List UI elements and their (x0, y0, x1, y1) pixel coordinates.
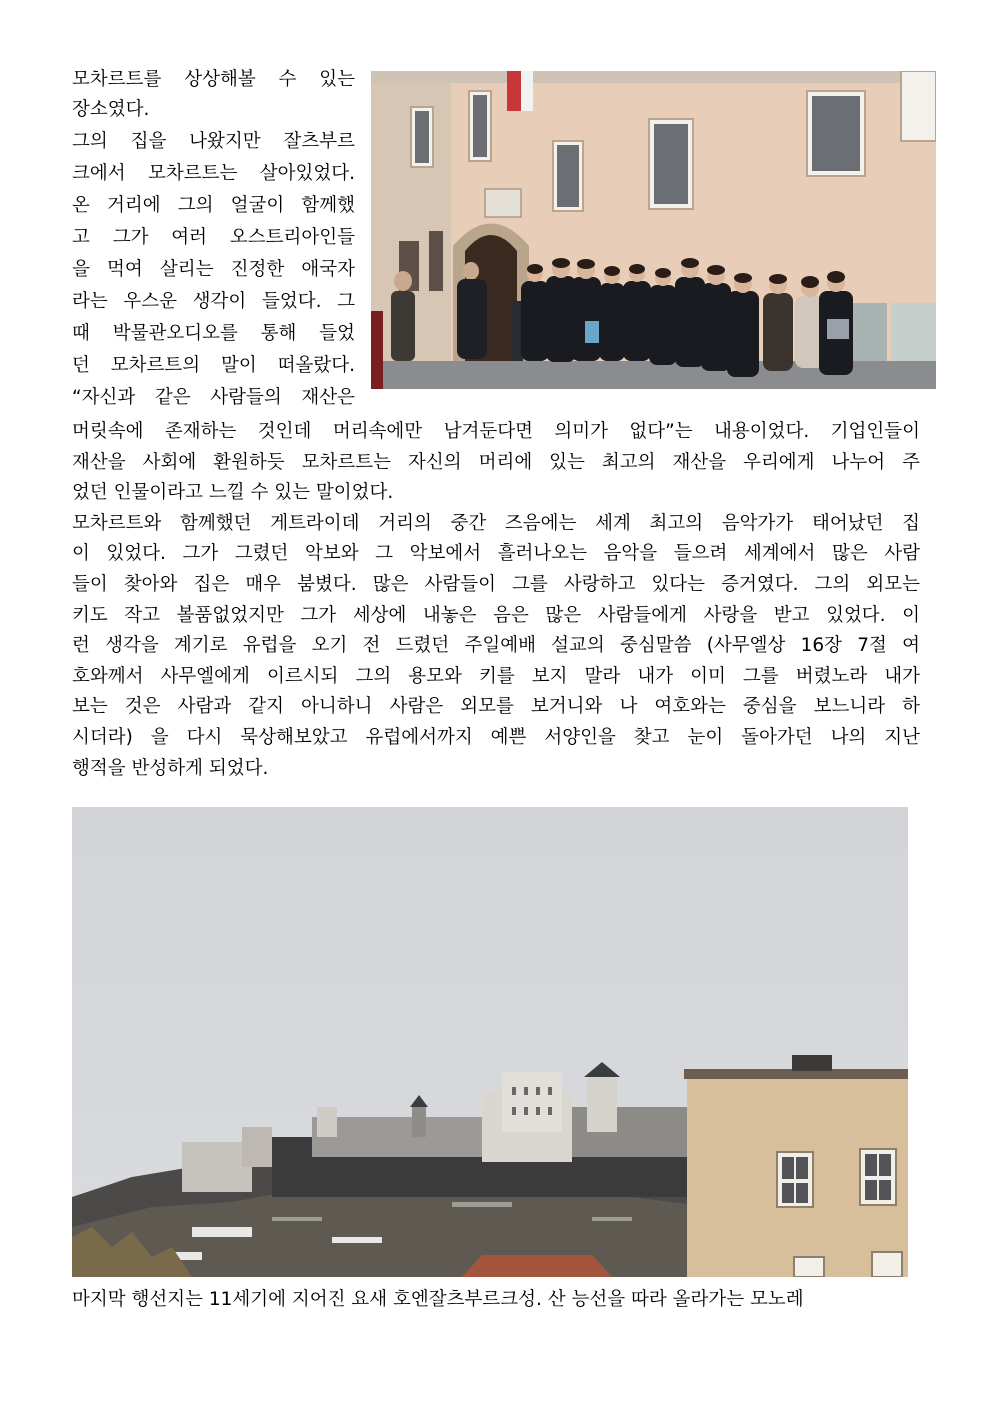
left-text-line: 모차르트를 상상해볼 수 있는 (72, 69, 355, 90)
paragraph-line: 보는 것은 사람과 같지 아니하니 사람은 외모를 보거니와 나 여호와는 중심을 보느니라 하 (72, 696, 920, 718)
left-text-line: 라는 우스운 생각이 들었다. 그 (72, 291, 355, 312)
left-text-line: 크에서 모차르트는 살아있었다. (72, 163, 355, 184)
left-text-line: 고 그가 여러 오스트리아인들 (72, 227, 355, 248)
left-text-line: 을 먹여 살리는 진정한 애국자 (72, 259, 355, 280)
paragraph-line: 들이 찾아와 집은 매우 붐볐다. 많은 사람들이 그를 사랑하고 있다는 증거였다. 그의 외모는 (72, 574, 920, 595)
paragraph-line: 머릿속에 존재하는 것인데 머리속에만 남겨둔다면 의미가 없다”는 내용이었다. 기업인들이 (72, 421, 920, 442)
left-text-line: 온 거리에 그의 얼굴이 함께했 (72, 195, 355, 216)
left-text-line: 그의 집을 나왔지만 잘츠부르 (72, 131, 355, 152)
bottom-paragraph-line: 마지막 행선지는 11세기에 지어진 요새 호엔잘츠부르크성. 산 능선을 따라 올라가는 모노레 (72, 1289, 804, 1310)
left-text-line: 던 모차르트의 말이 떠올랐다. (72, 355, 355, 376)
paragraph-line: 런 생각을 계기로 유럽을 오기 전 드렸던 주일예배 설교의 중심말씀 (사무엘상 16장 7절 여 (72, 635, 920, 657)
paragraph-line: 시더라) 을 다시 묵상해보았고 유럽에서까지 예쁜 서양인을 찾고 눈이 돌아가던 나의 지난 (72, 727, 920, 748)
left-text-line: 장소였다. (72, 99, 150, 120)
paragraph-line: 키도 작고 볼품없었지만 그가 세상에 내놓은 음은 많은 사람들에게 사랑을 받고 있었다. 이 (72, 604, 920, 626)
paragraph-line: 이 있었다. 그가 그렸던 악보와 그 악보에서 흘러나오는 음악을 들으려 세계에서 많은 사람 (72, 543, 920, 565)
left-text-line: 때 박물관오디오를 통해 들었 (72, 323, 355, 344)
left-text-line: “자신과 같은 사람들의 재산은 (72, 387, 355, 408)
paragraph-line: 재산을 사회에 환원하듯 모차르트는 자신의 머리에 있는 최고의 재산을 우리에게 나누어 주 (72, 451, 920, 473)
paragraph-line: 었던 인물이라고 느낄 수 있는 말이었다. (72, 482, 394, 504)
paragraph-line: 모차르트와 함께했던 게트라이데 거리의 중간 즈음에는 세계 최고의 음악가가 태어났던 집 (72, 512, 920, 534)
photo-hohensalzburg-fortress (72, 807, 908, 1277)
photo-mozart-house (371, 71, 936, 389)
paragraph-line: 행적을 반성하게 되었다. (72, 757, 269, 779)
paragraph-line: 호와께서 사무엘에게 이르시되 그의 용모와 키를 보지 말라 내가 이미 그를 버렸노라 내가 (72, 665, 920, 687)
